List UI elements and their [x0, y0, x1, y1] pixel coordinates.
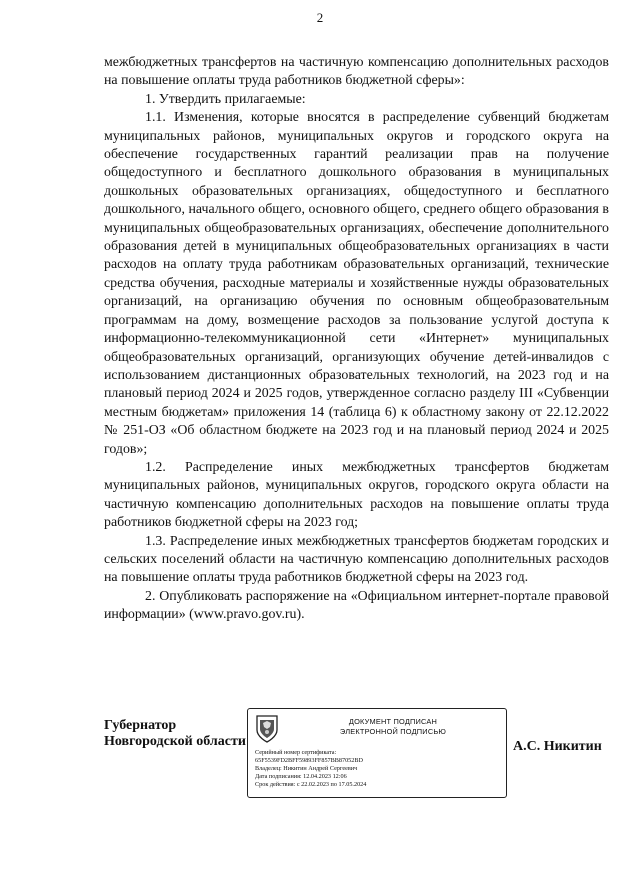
coat-of-arms-icon [254, 714, 280, 744]
certificate-number: 65F5539FD2BFF59893FF857BB87052BD [255, 757, 363, 765]
paragraph-item-1-1: 1.1. Изменения, которые вносятся в распределение субвенций бюджетам муниципальных районов, муниципальных округов и городского округа на обеспечение государственных гарантий реализации прав на получение общедоступного и бесплатного дошкольного образования в муниципальных дошкольных образовательных организациях, общедоступного и бесплатного дошкольного, начального общего, основного общего, среднего общего образования в муниципальных общеобразовательных организациях, обеспечение дополнительного образования детей в муниципальных общеобразовательных организациях в части расходов на оплату труда работникам образовательных организаций, технические средства обучения, расходные материалы и хозяйственные нужды образовательных организаций, на организацию обучения по основным общеобразовательным программам на дому, возмещение расходов за пользование услугой доступа к информационно-телекоммуникационной сети «Интернет» муниципальных общеобразовательных организаций, организующих обучение детей-инвалидов с использованием дистанционных образовательных технологий, на 2023 год и на плановый период 2024 и 2025 годов, утвержденное согласно разделу III «Субвенции местным бюджетам» приложения 14 (таблица 6) к областному закону от 22.12.2022 № 251-ОЗ «Об областном бюджете на 2023 год и на плановый период 2024 и 2025 годов»; [104, 110, 609, 457]
paragraph-item-1: 1. Утвердить прилагаемые: [145, 91, 306, 107]
page-number: 2 [316, 10, 324, 25]
stamp-title [286, 717, 500, 736]
validity-period: Срок действия: с 22.02.2023 по 17.05.2024 [255, 781, 367, 789]
stamp-title-line2: ЭЛЕКТРОННОЙ ПОДПИСЬЮ [339, 726, 447, 736]
stamp-title-line1: ДОКУМЕНТ ПОДПИСАН [348, 717, 438, 726]
certificate-label: Серийный номер сертификата: [255, 749, 337, 756]
paragraph-item-1-2: 1.2. Распределение иных межбюджетных трансфертов бюджетам муниципальных районов, муниципальных округов, городского округа области на частичную компенсацию дополнительных расходов на повышение оплаты труда работников бюджетной сферы на 2023 год; [104, 459, 609, 531]
signing-date: Дата подписания: 12.04.2023 12:06 [255, 773, 347, 781]
certificate-owner: Владелец: Никитин Андрей Сергеевич [255, 765, 358, 773]
position-title: Губернатор [104, 718, 177, 733]
electronic-signature-stamp [247, 708, 507, 798]
signer-name: А.С. Никитин [513, 739, 602, 754]
paragraph-item-1-3: 1.3. Распределение иных межбюджетных трансфертов бюджетам городских и сельских поселений области на частичную компенсацию дополнительных расходов на повышение оплаты труда работников бюджетной сферы на 2023 год. [104, 533, 609, 586]
signatory-position [104, 718, 246, 750]
paragraph-continuation: межбюджетных трансфертов на частичную компенсацию дополнительных расходов на повышение оплаты труда работников бюджетной сферы»: [104, 55, 609, 89]
paragraph-item-2: 2. Опубликовать распоряжение на «Официальном интернет-портале правовой информации» (www.pravo.gov.ru). [104, 588, 609, 623]
stamp-details [255, 749, 505, 789]
document-body [104, 54, 609, 625]
position-region: Новгородской области [104, 734, 246, 749]
